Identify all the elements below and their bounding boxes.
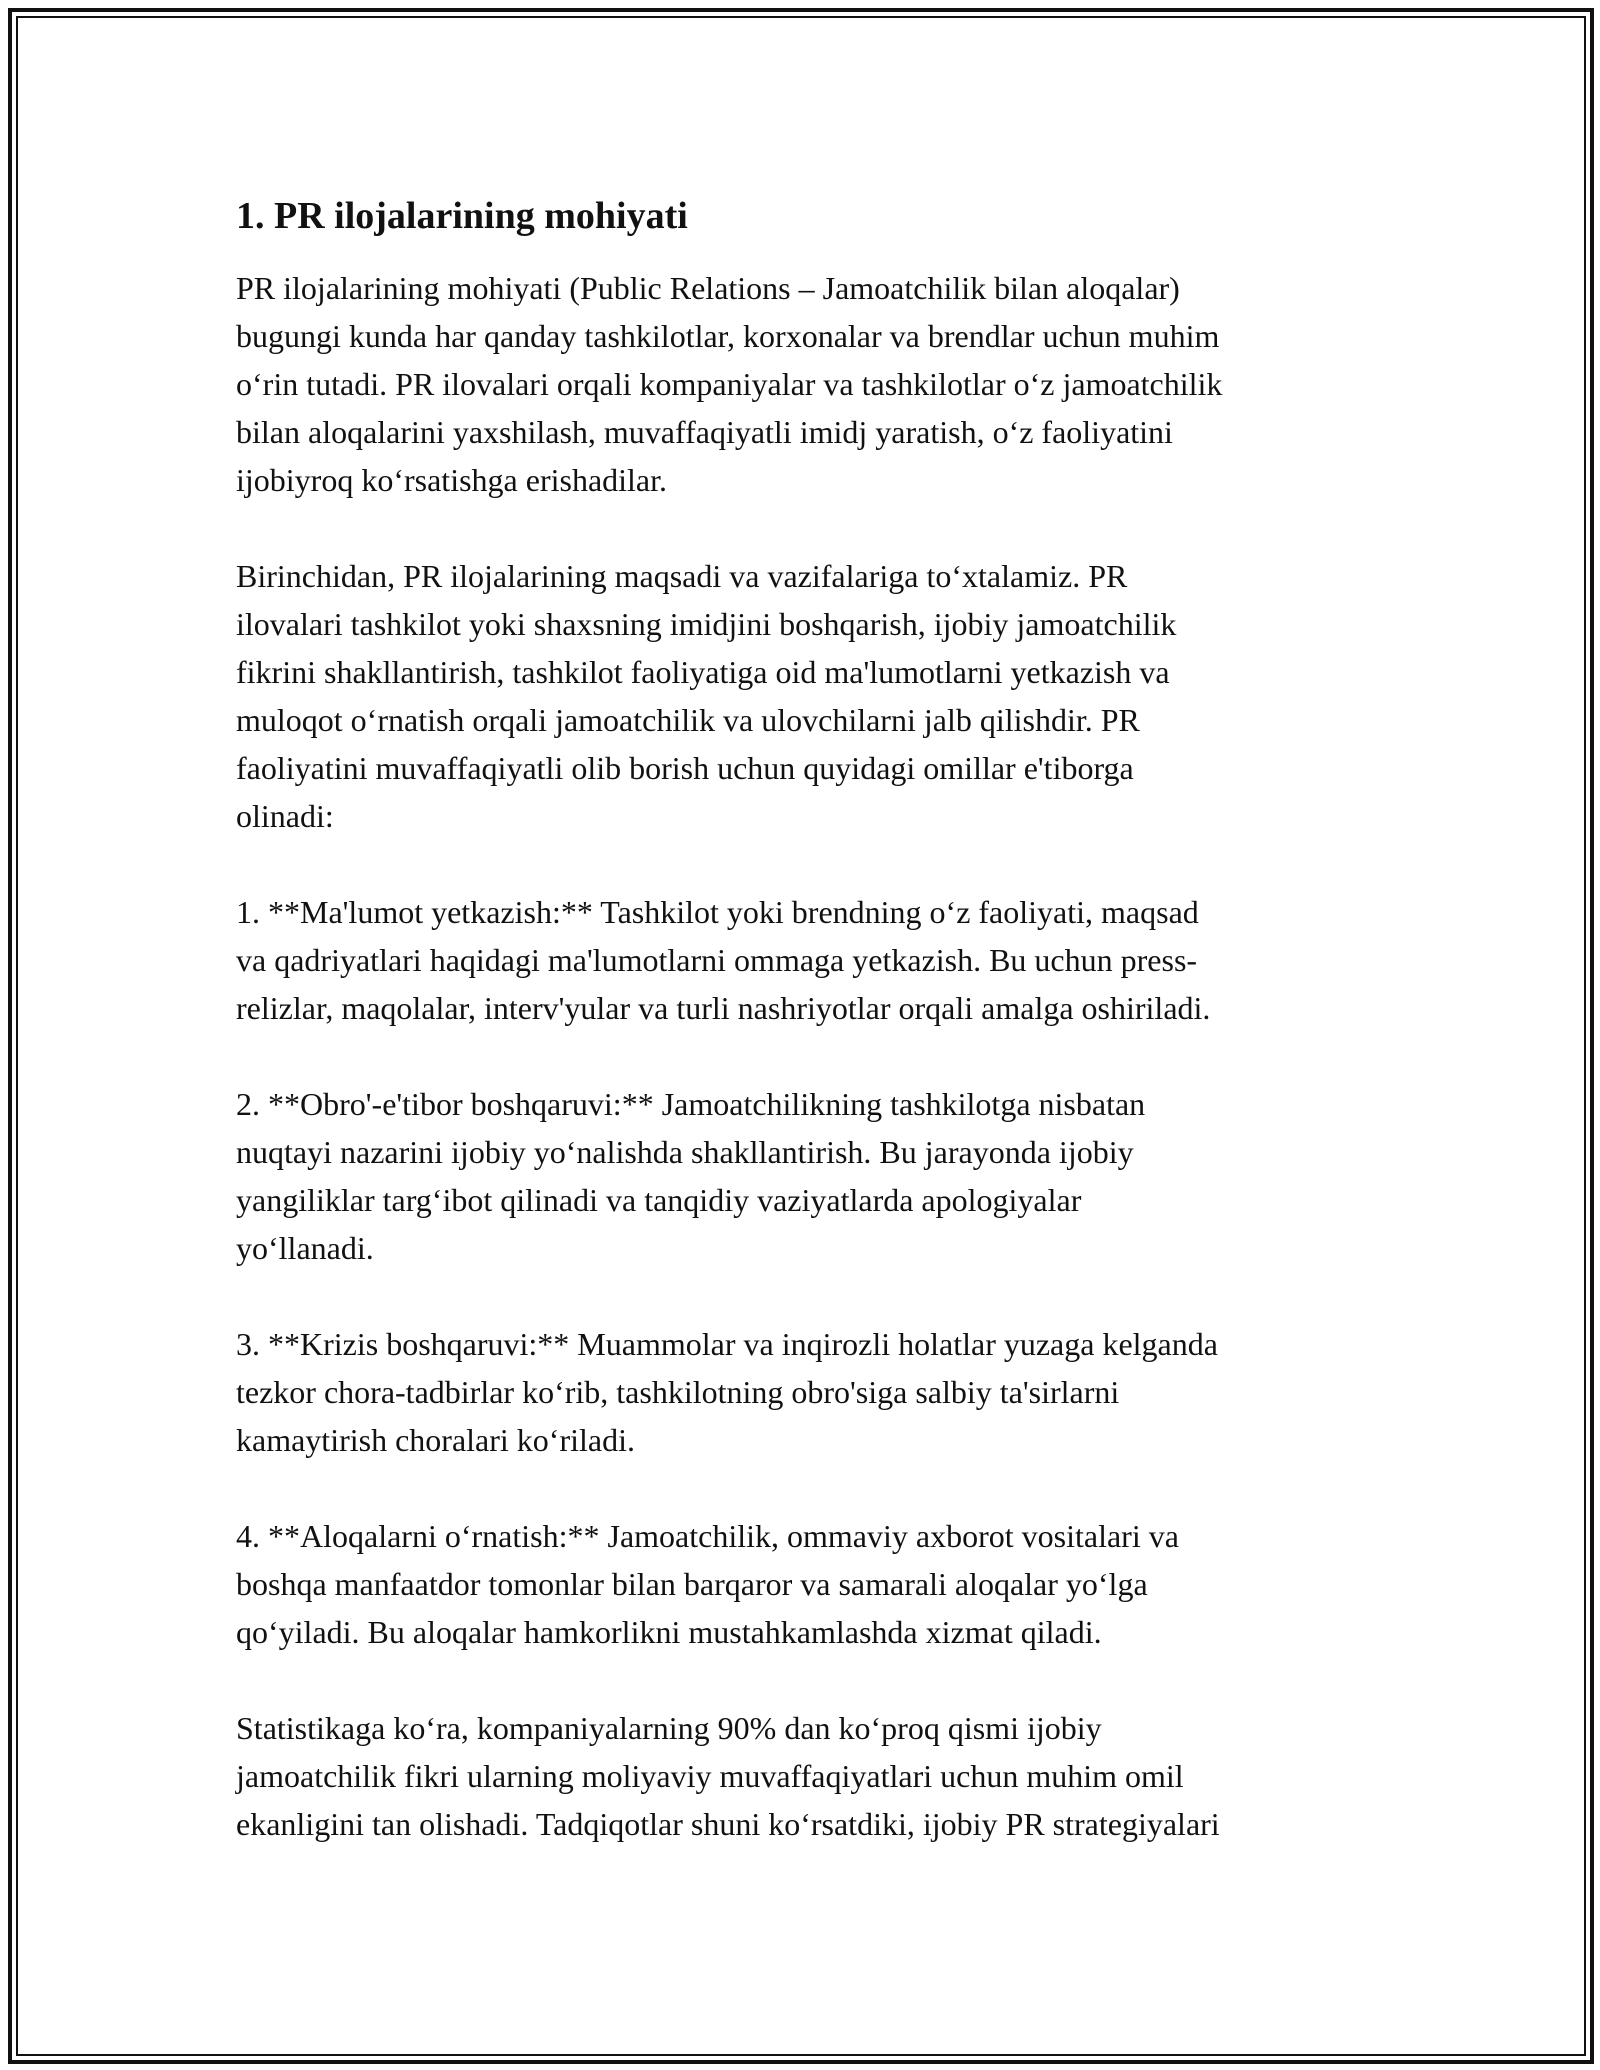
paragraph-line: olinadi: (236, 798, 334, 834)
paragraph-line: jamoatchilik fikri ularning moliyaviy muvaffaqiyatlari uchun muhim omil (236, 1758, 1184, 1794)
paragraph-statistics (236, 1704, 1376, 1848)
list-item-relations (236, 1512, 1376, 1656)
paragraph-intro (236, 264, 1376, 504)
document-body (236, 188, 1376, 1896)
page-title: 1. PR ilojalarining mohiyati (236, 195, 688, 237)
paragraph-line: 3. **Krizis boshqaruvi:** Muammolar va inqirozli holatlar yuzaga kelganda (236, 1326, 1218, 1362)
paragraph-line: nuqtayi nazarini ijobiy yo‘nalishda shakllantirish. Bu jarayonda ijobiy (236, 1134, 1134, 1170)
paragraph-line: ijobiyroq ko‘rsatishga erishadilar. (236, 462, 668, 498)
paragraph-line: tezkor chora-tadbirlar ko‘rib, tashkilotning obro'siga salbiy ta'sirlarni (236, 1374, 1120, 1410)
paragraph-line: yangiliklar targ‘ibot qilinadi va tanqidiy vaziyatlarda apologiyalar (236, 1182, 1082, 1218)
paragraph-line: Birinchidan, PR ilojalarining maqsadi va vazifalariga to‘xtalamiz. PR (236, 558, 1128, 594)
paragraph-line: 1. **Ma'lumot yetkazish:** Tashkilot yoki brendning o‘z faoliyati, maqsad (236, 894, 1199, 930)
paragraph-line: o‘rin tutadi. PR ilovalari orqali kompaniyalar va tashkilotlar o‘z jamoatchilik (236, 366, 1223, 402)
list-item-crisis (236, 1320, 1376, 1464)
paragraph-line: ekanligini tan olishadi. Tadqiqotlar shuni ko‘rsatdiki, ijobiy PR strategiyalari (236, 1806, 1220, 1842)
paragraph-line: bugungi kunda har qanday tashkilotlar, korxonalar va brendlar uchun muhim (236, 318, 1220, 354)
paragraph-goals (236, 552, 1376, 840)
paragraph-line: kamaytirish choralari ko‘riladi. (236, 1422, 635, 1458)
paragraph-line: boshqa manfaatdor tomonlar bilan barqaror va samarali aloqalar yo‘lga (236, 1566, 1148, 1602)
paragraph-line: PR ilojalarining mohiyati (Public Relations – Jamoatchilik bilan aloqalar) (236, 270, 1180, 306)
paragraph-line: qo‘yiladi. Bu aloqalar hamkorlikni mustahkamlashda xizmat qiladi. (236, 1614, 1102, 1650)
paragraph-line: 4. **Aloqalarni o‘rnatish:** Jamoatchilik, ommaviy axborot vositalari va (236, 1518, 1179, 1554)
paragraph-line: va qadriyatlari haqidagi ma'lumotlarni ommaga yetkazish. Bu uchun press- (236, 942, 1198, 978)
paragraph-line: bilan aloqalarini yaxshilash, muvaffaqiyatli imidj yaratish, o‘z faoliyatini (236, 414, 1173, 450)
paragraph-line: yo‘llanadi. (236, 1230, 374, 1266)
paragraph-line: 2. **Obro'-e'tibor boshqaruvi:** Jamoatchilikning tashkilotga nisbatan (236, 1086, 1146, 1122)
paragraph-line: fikrini shakllantirish, tashkilot faoliyatiga oid ma'lumotlarni yetkazish va (236, 654, 1170, 690)
paragraph-line: faoliyatini muvaffaqiyatli olib borish uchun quyidagi omillar e'tiborga (236, 750, 1134, 786)
paragraph-line: ilovalari tashkilot yoki shaxsning imidjini boshqarish, ijobiy jamoatchilik (236, 606, 1177, 642)
list-item-info-delivery (236, 888, 1376, 1032)
paragraph-line: muloqot o‘rnatish orqali jamoatchilik va ulovchilarni jalb qilishdir. PR (236, 702, 1140, 738)
paragraph-line: Statistikaga ko‘ra, kompaniyalarning 90% dan ko‘proq qismi ijobiy (236, 1710, 1102, 1746)
list-item-reputation (236, 1080, 1376, 1272)
paragraph-line: relizlar, maqolalar, interv'yular va turli nashriyotlar orqali amalga oshiriladi. (236, 990, 1211, 1026)
